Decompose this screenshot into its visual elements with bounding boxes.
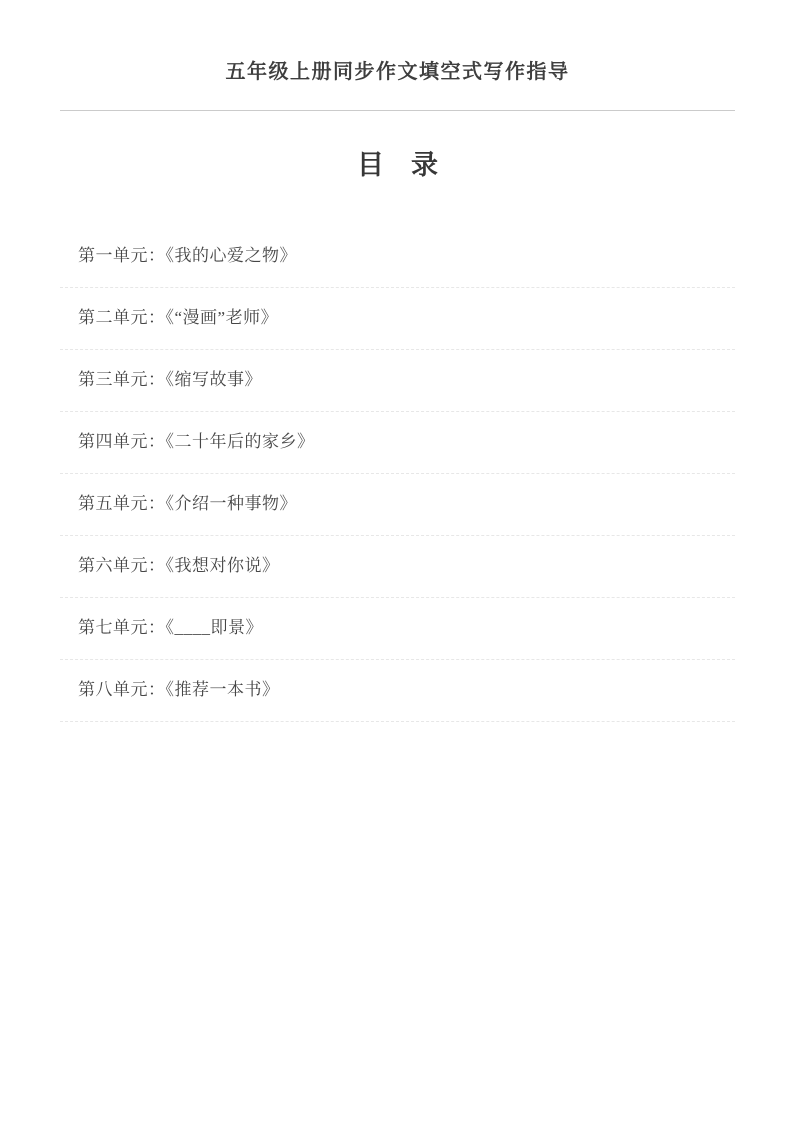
toc-item xyxy=(60,598,735,660)
toc-item-label: 第七单元：《____即景》 xyxy=(78,618,263,637)
toc-item xyxy=(60,536,735,598)
toc-item-label: 第八单元：《推荐一本书》 xyxy=(78,680,280,699)
toc-item-label: 第三单元：《缩写故事》 xyxy=(78,370,262,389)
toc-item-label: 第六单元：《我想对你说》 xyxy=(78,556,280,575)
toc-item-label: 第五单元：《介绍一种事物》 xyxy=(78,494,297,513)
toc-item-label: 第二单元：《“漫画”老师》 xyxy=(78,308,279,327)
toc-item-label: 第四单元：《二十年后的家乡》 xyxy=(78,432,315,451)
toc-item xyxy=(60,412,735,474)
toc-item xyxy=(60,350,735,412)
toc-item xyxy=(60,288,735,350)
toc-list xyxy=(60,226,735,722)
document-header-title: 五年级上册同步作文填空式写作指导 xyxy=(225,61,570,83)
toc-title: 目 录 xyxy=(357,150,438,180)
toc-item-label: 第一单元：《我的心爱之物》 xyxy=(78,246,297,265)
header-rule xyxy=(60,110,735,111)
toc-item xyxy=(60,474,735,536)
toc-item xyxy=(60,226,735,288)
toc-item xyxy=(60,660,735,722)
page-content xyxy=(60,0,735,722)
